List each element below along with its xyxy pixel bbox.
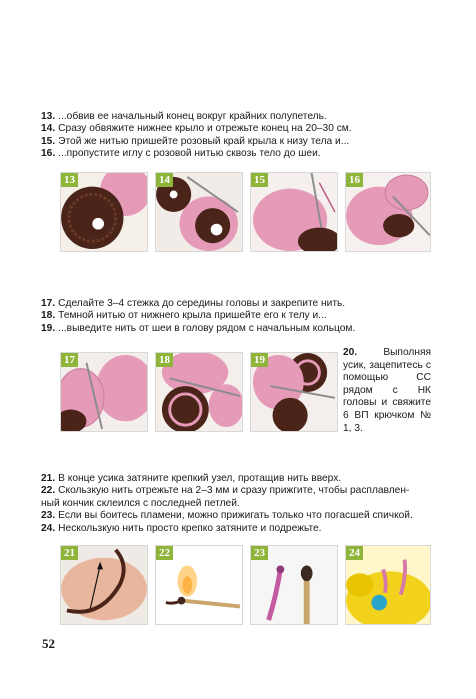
step-18: 18. Темной нитью от нижнего крыла пришейте его к телу и... xyxy=(41,310,327,322)
photo-21 xyxy=(60,545,148,625)
photo-17 xyxy=(60,352,148,432)
photo-24 xyxy=(345,545,431,625)
photo-tag: 17 xyxy=(61,353,78,367)
photo-tag: 23 xyxy=(251,546,268,560)
step-24: 24. Нескользкую нить просто крепко затяните и подрежьте. xyxy=(41,522,322,534)
photo-tag: 18 xyxy=(156,353,173,367)
step-21: 21. В конце усика затяните крепкий узел, протащив нить вверх. xyxy=(41,473,342,484)
photo-tag: 22 xyxy=(156,546,173,560)
step-22-continued: ный кончик склеился с последней петлей. xyxy=(41,497,240,509)
step-13: 13. ...обвив ее начальный конец вокруг крайних полупетель. xyxy=(41,111,327,122)
step-16: 16. ...пропустите иглу с розовой нитью сквозь тело до шеи. xyxy=(41,148,321,160)
step-15: 15. Этой же нитью пришейте розовый край крыла к низу тела и... xyxy=(41,135,350,147)
photo-tag: 15 xyxy=(251,173,268,187)
photo-23 xyxy=(250,545,338,625)
photo-tag: 16 xyxy=(346,173,363,187)
photo-14 xyxy=(155,172,243,252)
step-23: 23. Если вы боитесь пламени, можно прижигать только что погасшей спичкой. xyxy=(41,510,413,522)
step-19: 19. ...выведите нить от шеи в голову рядом с начальным кольцом. xyxy=(41,322,356,334)
photo-13 xyxy=(60,172,148,252)
photo-tag: 24 xyxy=(346,546,363,560)
photo-tag: 21 xyxy=(61,546,78,560)
step-17: 17. Сделайте 3–4 стежка до середины головы и закрепите нить. xyxy=(41,298,346,309)
photo-tag: 19 xyxy=(251,353,268,367)
photo-16 xyxy=(345,172,431,252)
steps-top xyxy=(41,111,431,161)
photo-19 xyxy=(250,352,338,432)
photo-tag: 13 xyxy=(61,173,78,187)
steps-bottom xyxy=(41,473,431,535)
steps-middle xyxy=(41,298,431,335)
step-14: 14. Сразу обвяжите нижнее крыло и отрежьте конец на 20–30 см. xyxy=(41,123,352,135)
photo-22 xyxy=(155,545,243,625)
page-number: 52 xyxy=(42,636,55,651)
photo-15 xyxy=(250,172,338,252)
photo-tag: 14 xyxy=(156,173,173,187)
step-20-note: 20. Выполняя усик, зацепитесь с помощью СС рядом с НК головы и свяжите 6 ВП крючком № 1, 3. xyxy=(343,347,431,434)
step-22: 22. Скользкую нить отрежьте на 2–3 мм и сразу прижгите, чтобы расплавлен- xyxy=(41,485,410,497)
photo-18 xyxy=(155,352,243,432)
